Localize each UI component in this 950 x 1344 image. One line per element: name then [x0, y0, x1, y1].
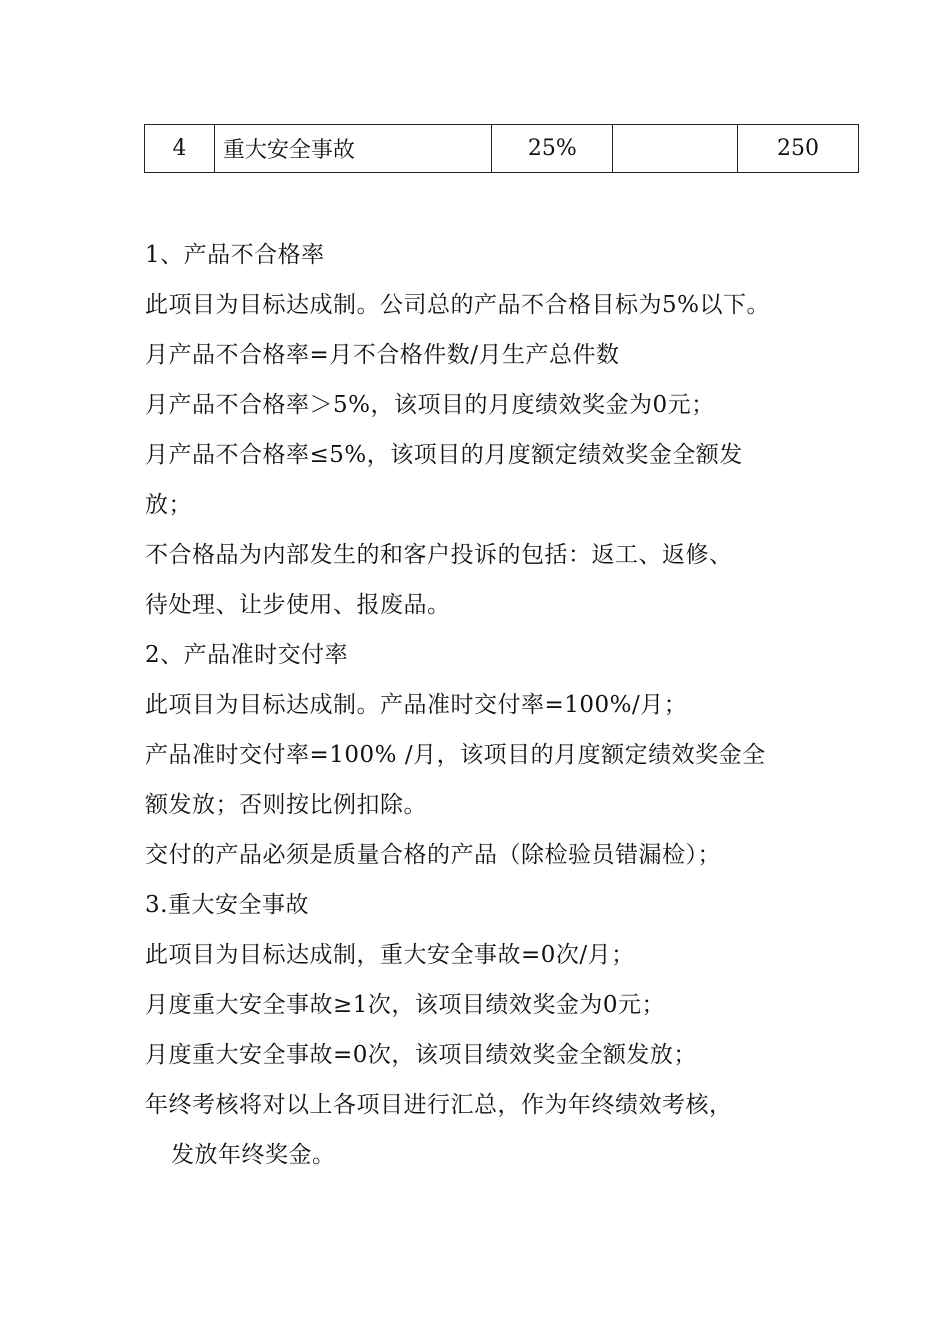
- paragraph-line: 此项目为目标达成制。产品准时交付率=100%/月；: [145, 692, 688, 718]
- paragraph-line: 月产品不合格率＞5%，该项目的月度绩效奖金为0元；: [145, 392, 715, 418]
- paragraph-line: 额发放；否则按比例扣除。: [145, 792, 427, 818]
- paragraph-line: 此项目为目标达成制，重大安全事故=0次/月；: [145, 942, 635, 968]
- paragraph-line: 交付的产品必须是质量合格的产品（除检验员错漏检）；: [145, 842, 721, 868]
- paragraph-line: 月产品不合格率=月不合格件数/月生产总件数: [145, 342, 620, 368]
- kpi-table: [144, 124, 859, 173]
- table-row: [145, 125, 859, 173]
- heading-safety-accident: 3.重大安全事故: [145, 892, 309, 918]
- paragraph-line: 不合格品为内部发生的和客户投诉的包括：返工、返修、: [145, 542, 733, 568]
- paragraph-line: 待处理、让步使用、报废品。: [145, 592, 451, 618]
- amount-cell: 250: [738, 125, 859, 173]
- item-name-cell: 重大安全事故: [214, 125, 492, 173]
- weight-cell: 25%: [492, 125, 613, 173]
- paragraph-line: 年终考核将对以上各项目进行汇总，作为年终绩效考核，: [145, 1092, 733, 1118]
- row-number-cell: 4: [145, 125, 215, 173]
- paragraph-line: 月度重大安全事故≥1次，该项目绩效奖金为0元；: [145, 992, 666, 1018]
- empty-cell: [613, 125, 738, 173]
- paragraph-line: 此项目为目标达成制。公司总的产品不合格目标为5%以下。: [145, 292, 770, 318]
- paragraph-line: 产品准时交付率=100% /月，该项目的月度额定绩效奖金全: [145, 742, 766, 768]
- paragraph-line: 月产品不合格率≤5%，该项目的月度额定绩效奖金全额发: [145, 442, 743, 468]
- paragraph-line: 月度重大安全事故=0次，该项目绩效奖金全额发放；: [145, 1042, 697, 1068]
- paragraph-line: 放；: [145, 492, 192, 518]
- heading-defect-rate: 1、产品不合格率: [145, 242, 325, 268]
- heading-on-time-delivery: 2、产品准时交付率: [145, 642, 349, 668]
- body-text: [145, 230, 845, 1180]
- paragraph-line: 发放年终奖金。: [171, 1142, 336, 1168]
